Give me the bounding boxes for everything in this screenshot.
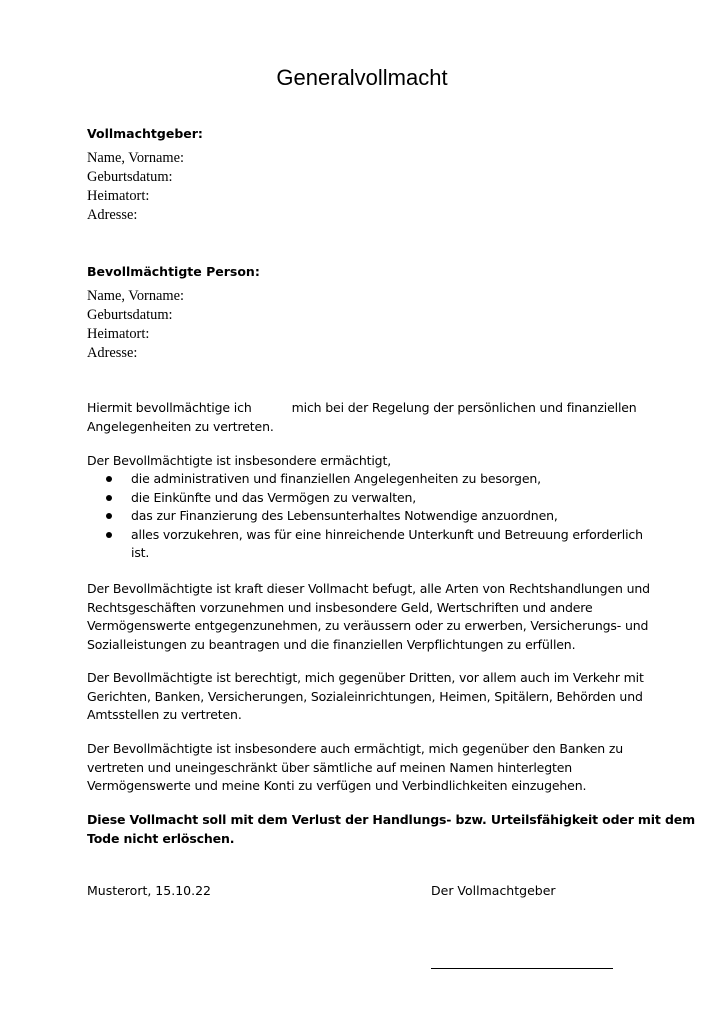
bullet-icon [106,513,112,519]
list-item-continuation: ist. [131,545,150,560]
bullet-icon [106,476,112,482]
signer-label: Der Vollmachtgeber [431,883,556,898]
intro-text-end: mich bei der Regelung der persönlichen und finanziellen [291,400,637,415]
grantor-address-label: Adresse: [87,207,138,223]
authority-paragraph: Der Bevollmächtigte ist kraft dieser Vollmacht befugt, alle Arten von Rechtshandlungen und Rechtsgeschäften vorzunehmen und insbesondere Geld, Wertschriften und andere Vermögenswerte entgegenzunehmen, zu veräussern oder zu erwerben, Versicherungs- und Sozialleistungen zu beantragen und die finanziellen Verpflichtungen zu erfüllen. [87,581,650,652]
grantor-name-label: Name, Vorname: [87,150,184,166]
grantor-fields [87,149,184,225]
intro-paragraph [87,399,643,436]
intro-text-line2: Angelegenheiten zu vertreten. [87,418,274,434]
agent-address-label: Adresse: [87,345,138,361]
grantor-heading: Vollmachtgeber: [87,126,203,141]
document-title: Generalvollmacht [276,65,448,90]
list-item: die administrativen und finanziellen Angelegenheiten zu besorgen, [87,470,643,489]
list-item: alles vorzukehren, was für eine hinreichende Unterkunft und Betreuung erforderlich [87,526,643,545]
closing-clause: Diese Vollmacht soll mit dem Verlust der Handlungs- bzw. Urteilsfähigkeit oder mit dem Tode nicht erlöschen. [87,812,695,846]
bullet-icon [106,532,112,538]
powers-list [87,470,643,563]
agent-name-label: Name, Vorname: [87,288,184,304]
powers-lead: Der Bevollmächtigte ist insbesondere ermächtigt, [87,453,392,468]
bullet-icon [106,495,112,501]
intro-text-start: Hiermit bevollmächtige ich [87,400,252,415]
agent-heading: Bevollmächtigte Person: [87,264,260,279]
grantor-birthdate-label: Geburtsdatum: [87,169,173,185]
bank-paragraph: Der Bevollmächtigte ist insbesondere auch ermächtigt, mich gegenüber den Banken zu vertreten und uneingeschränkt über sämtliche auf meinen Namen hinterlegten Vermögenswerte und meine Konti zu verfügen und Verbindlichkeiten einzugehen. [87,741,624,793]
representation-paragraph: Der Bevollmächtigte ist berechtigt, mich gegenüber Dritten, vor allem auch im Verkehr mit Gerichten, Banken, Versicherungen, Sozialeinrichtungen, Heimen, Spitälern, Behörden und Amtsstellen zu vertreten. [87,670,644,722]
agent-birthdate-label: Geburtsdatum: [87,307,173,323]
list-item: das zur Finanzierung des Lebensunterhaltes Notwendige anzuordnen, [87,507,643,526]
place-date: Musterort, 15.10.22 [87,883,211,898]
list-item: die Einkünfte und das Vermögen zu verwalten, [87,489,643,508]
agent-fields [87,287,184,363]
signature-line [431,968,613,969]
grantor-hometown-label: Heimatort: [87,188,150,204]
agent-hometown-label: Heimatort: [87,326,150,342]
